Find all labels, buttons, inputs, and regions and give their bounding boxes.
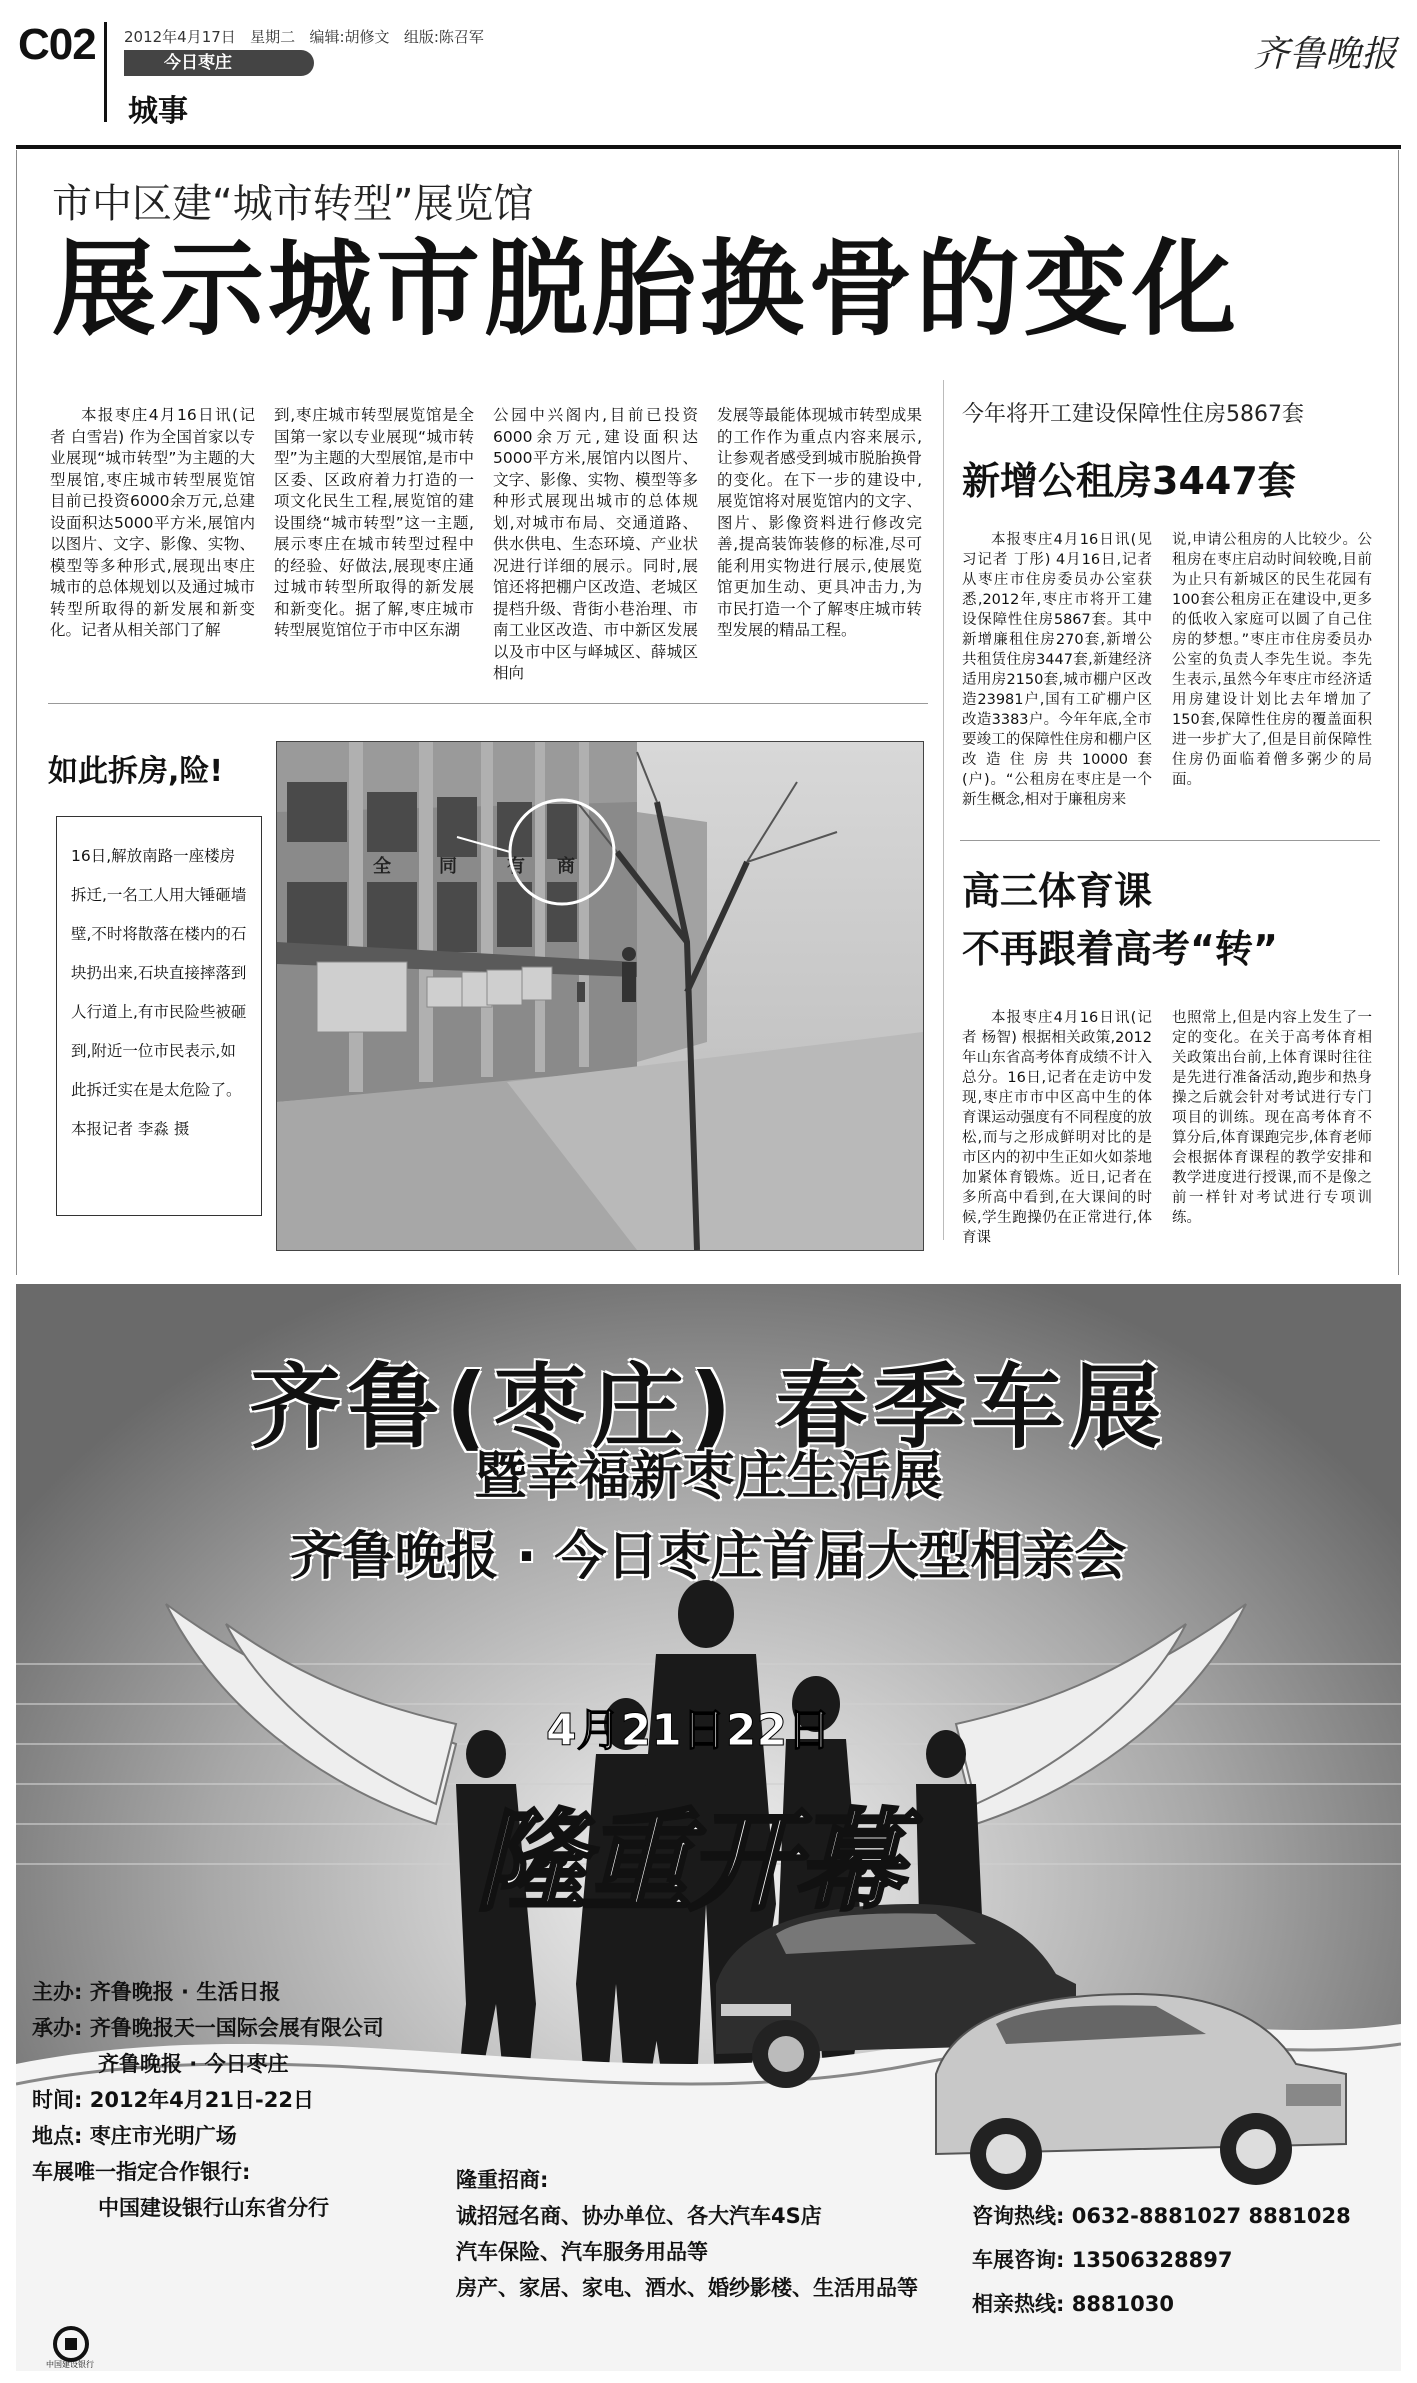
editor: 编辑:胡修文: [309, 28, 390, 46]
dating-label: 相亲热线:: [972, 2292, 1065, 2316]
pe-headline-line2: 不再跟着高考“转”: [962, 927, 1278, 971]
event-time: 2012年4月21日-22日: [89, 2088, 314, 2112]
place-line: [32, 2118, 384, 2154]
bank-name: 中国建设银行山东省分行: [98, 2196, 329, 2220]
contractor-line: [32, 2010, 384, 2046]
header-meta: [124, 26, 484, 47]
time-label: 时间:: [32, 2088, 83, 2112]
bank-label: 车展唯一指定合作银行:: [32, 2160, 251, 2184]
ad-subtitle-1: 暨幸福新枣庄生活展: [474, 1447, 943, 1507]
housing-rule: [960, 840, 1380, 841]
ad-date: 4月21日22日: [546, 1705, 832, 1756]
section-tab: 今日枣庄: [124, 50, 314, 76]
sign-char-2: 同: [439, 856, 457, 877]
pe-headline-line1: 高三体育课: [962, 869, 1153, 913]
ad-subtitle-2: 齐鲁晚报 · 今日枣庄首届大型相亲会: [290, 1527, 1127, 1587]
main-column-2: 到,枣庄城市转型展览馆是全国第一家以专业展现“城市转型”为主题的大型展馆,是市中区委、区政府着力打造的一项文化民生工程,展览馆的建设围绕“城市转型”这一主题,展示枣庄在城市转型过程中的经验、好做法,展现枣庄通过城市转型所取得的新发展和新变化。据了解,枣庄城市转型展览馆位于市中区东湖: [274, 406, 474, 639]
organizer-label: 主办:: [32, 1980, 83, 2004]
recruit-label: 隆重招商:: [456, 2168, 549, 2192]
place-label: 地点:: [32, 2124, 83, 2148]
ad-hotlines: [972, 2198, 1351, 2322]
housing-headline: 新增公租房3447套: [962, 459, 1296, 503]
main-column-4: 发展等最能体现城市转型成果的工作作为重点内容来展示,让参观者感受到城市脱胎换骨的变化。在下一步的建设中,展览馆将对展览馆内的文字、图片、影像资料进行修改完善,提高装饰装修的标准,尽可能利用实物进行展示,使展览馆更加生动、更具冲击力,为市民打造一个了解枣庄城市转型发展的精品工程。: [717, 406, 922, 639]
event-place: 枣庄市光明广场: [89, 2124, 237, 2148]
ad-title: 齐鲁(枣庄) 春季车展: [249, 1354, 1168, 1461]
hotline-number: 0632-8881027 8881028: [1071, 2204, 1351, 2228]
contractor-2: 齐鲁晚报 · 今日枣庄: [98, 2052, 289, 2076]
sign-char-1: 全: [373, 856, 391, 877]
main-column-1: 本报枣庄4月16日讯(记者 白雪岩) 作为全国首家以专业展现“城市转型”为主题的大型展馆,枣庄城市转型展览馆目前已投资6000余万元,总建设面积达5000平方米,展馆内以图片、文字、影像、实物、模型等多种形式,展现出枣庄城市的总体规划以及通过城市转型所取得的新发展和新变化。记者从相关部门了解: [50, 406, 255, 639]
sign-char-4: 商: [557, 856, 575, 877]
header-divider: [104, 22, 107, 122]
bank-logo-text: 中国建设银行: [46, 2360, 94, 2369]
housing-kicker: 今年将开工建设保障性住房5867套: [962, 402, 1304, 427]
time-line: [32, 2082, 384, 2118]
weekday: 星期二: [250, 28, 296, 46]
column-separator: [943, 380, 944, 1240]
sign-char-3: 有: [507, 856, 525, 877]
layout-editor: 组版:陈召军: [403, 28, 484, 46]
issue-date: 2012年4月17日: [124, 28, 236, 46]
hotline-line: [972, 2198, 1351, 2234]
page-number: C02: [18, 20, 96, 69]
dating-line: [972, 2286, 1351, 2322]
ad-opening: 隆重开幕: [476, 1797, 900, 1926]
carshow-label: 车展咨询:: [972, 2248, 1065, 2272]
photo-caption: 16日,解放南路一座楼房拆迁,一名工人用大锤砸墙壁,不时将散落在楼内的石块扔出来,石块直接摔落到人行道上,有市民险些被砸到,附近一位市民表示,如此拆迁实在是太危险了。 本报记者 李淼 摄: [56, 816, 262, 1216]
top-rule: [16, 145, 1401, 149]
carshow-number: 13506328897: [1071, 2248, 1233, 2272]
recruit-line-3: 房产、家居、家电、酒水、婚纱影楼、生活用品等: [456, 2276, 918, 2300]
recruit-line-1: 诚招冠名商、协办单位、各大汽车4S店: [456, 2204, 822, 2228]
ad-organizers: [32, 1974, 384, 2226]
masthead-logo: 齐鲁晚报: [1252, 34, 1397, 75]
main-kicker: 市中区建“城市转型”展览馆: [52, 181, 534, 227]
main-headline: 展示城市脱胎换骨的变化: [52, 228, 1241, 350]
pe-column-1: 本报枣庄4月16日讯(记者 杨智) 根据相关政策,2012年山东省高考体育成绩不计入总分。16日,记者在走访中发现,枣庄市市中区高中生的体育课运动强度有不同程度的放松,而与之形成鲜明对比的是市区内的初中生正如火如荼地加紧体育锻炼。近日,记者在多所高中看到,在大课间的时候,学生跑操仍在正常进行,体育课: [962, 1010, 1152, 1246]
contractor-label: 承办:: [32, 2016, 83, 2040]
pe-headline: [962, 862, 1278, 978]
section-name: 城事: [128, 94, 188, 129]
organizer: 齐鲁晚报 · 生活日报: [89, 1980, 281, 2004]
organizer-line: [32, 1974, 384, 2010]
auto-show-advertisement: [16, 1284, 1401, 2371]
housing-column-1: 本报枣庄4月16日讯(见习记者 丁彤) 4月16日,记者从枣庄市住房委员办公室获悉,2012年,枣庄市将开工建设保障性住房5867套。其中新增廉租住房270套,新增公共租赁住房3447套,新建经济适用房2150套,城市棚户区改造23981户,国有工矿棚户区改造3383户。今年年底,全市要竣工的保障性住房和棚户区改造住房共10000套(户)。“公租房在枣庄是一个新生概念,相对于廉租房来: [962, 532, 1152, 808]
ad-recruitment: [456, 2162, 918, 2306]
carshow-line: [972, 2242, 1351, 2278]
pe-column-2: 也照常上,但是内容上发生了一定的变化。在关于高考体育相关政策出台前,上体育课时往往是先进行准备活动,跑步和热身操之后就会针对考试进行专门项目的训练。现在高考体育不算分后,体育课跑完步,体育老师会根据体育课程的教学安排和教学进度进行授课,而不是像之前一样针对考试进行专项训练。: [1172, 1010, 1372, 1226]
recruit-line-2: 汽车保险、汽车服务用品等: [456, 2240, 708, 2264]
demolition-photo: [276, 741, 924, 1251]
hotline-label: 咨询热线:: [972, 2204, 1065, 2228]
housing-column-2: 说,申请公租房的人比较少。公租房在枣庄启动时间较晚,目前为止只有新城区的民生花园有100套公租房正在建设中,更多的低收入家庭可以圆了自己住房的梦想。”枣庄市住房委员办公室的负责人李先生说。李先生表示,虽然今年枣庄市经济适用房建设计划比去年增加了150套,保障性住房的覆盖面积进一步扩大了,但是目前保障性住房仍面临着僧多粥少的局面。: [1172, 532, 1372, 788]
photo-story-title: 如此拆房,险!: [48, 754, 224, 789]
dating-number: 8881030: [1071, 2292, 1175, 2316]
building-photo-illustration: [277, 742, 923, 1250]
main-column-3: 公园中兴阁内,目前已投资6000余万元,建设面积达5000平方米,展馆内以图片、文字、影像、实物、模型等多种形式展现出城市的总体规划,对城市布局、交通道路、供水供电、生态环境、产业状况进行详细的展示。同时,展馆还将把棚户区改造、老城区提档升级、背街小巷治理、市南工业区改造、市中新区发展以及市中区与峄城区、薛城区相向: [493, 406, 698, 682]
contractor-1: 齐鲁晚报天一国际会展有限公司: [89, 2016, 384, 2040]
main-story-rule: [48, 703, 928, 704]
